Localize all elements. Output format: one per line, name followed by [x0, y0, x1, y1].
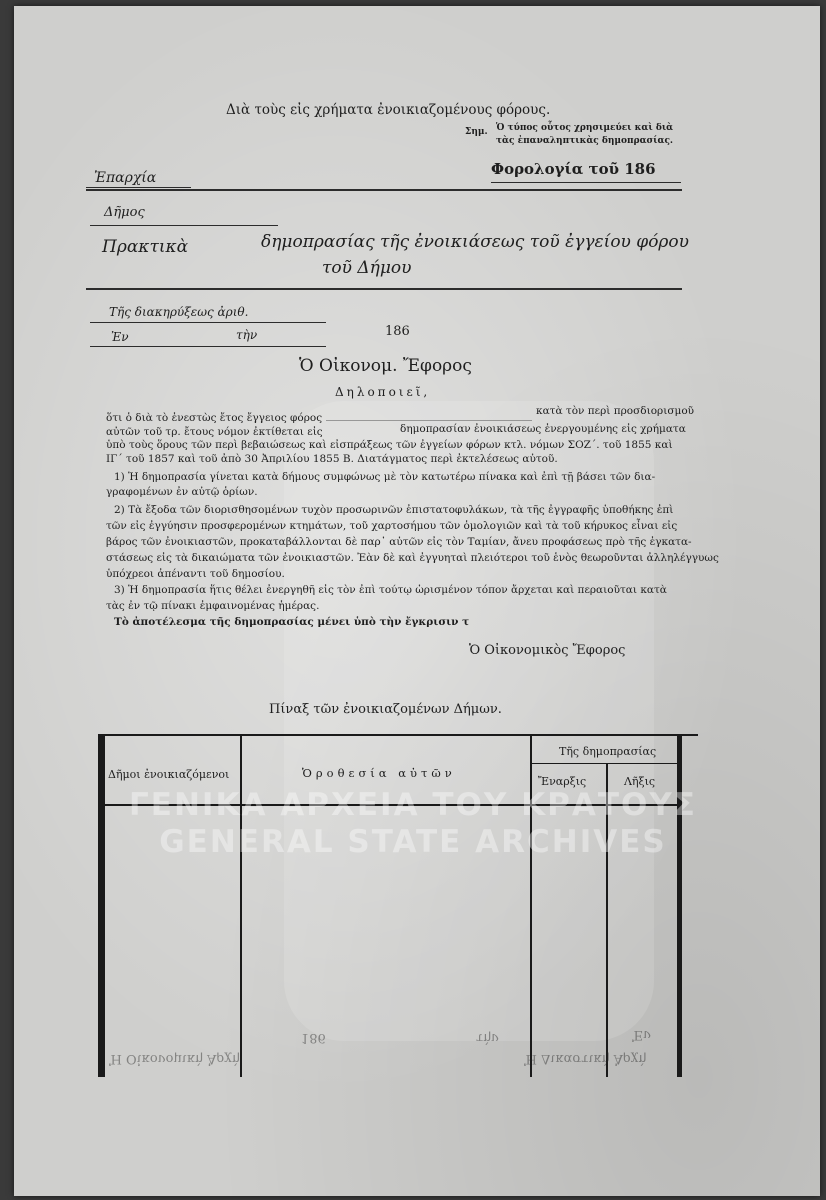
forologia-rule — [491, 182, 681, 183]
p1-blank-rule-1 — [326, 420, 532, 421]
watermark-english: GENERAL STATE ARCHIVES — [159, 824, 667, 860]
signature-title: Ὁ Οἰκονομικὸς Ἔφορος — [469, 643, 626, 658]
table-header-lixis: Λῆξις — [624, 775, 656, 788]
p3-line1: 2) Τὰ ἔξοδα τῶν διορισθησομένων τυχὸν προσωρινῶν ἐπιστατοφυλάκων, τὰ τῆς ἐγγραφῆς ὑποθήκης ἐπὶ — [114, 504, 674, 516]
forologia-label: Φορολογία τοῦ 186 — [491, 160, 656, 178]
p1-line2-right: δημοπρασίαν ἐνοικιάσεως ἐνεργουμένης εἰς χρήματα — [400, 423, 686, 435]
praktika-title-line2: τοῦ Δήμου — [322, 258, 412, 278]
announcement-dilopoiei: Δηλοποιεῖ, — [335, 385, 431, 399]
p3-line5: ὑπόχρεοι ἀπέναντι τοῦ δημοσίου. — [106, 568, 285, 580]
table-header-dimoprasias: Τῆς δημοπρασίας — [559, 745, 657, 758]
table-subheader-rule — [530, 763, 678, 764]
table-top-border — [98, 734, 698, 736]
praktika-label: Πρακτικὰ — [102, 237, 189, 257]
showthrough-tin: τὴν — [476, 1030, 499, 1045]
archive-stamp-watermark — [284, 401, 657, 1041]
eparchia-label: Ἐπαρχία — [94, 170, 157, 186]
showthrough-oikonomiki-archi: Ἡ Οἰκονομικὴ Ἀρχὴ — [109, 1051, 240, 1066]
table-header-dimoi: Δῆμοι ἐνοικιαζόμενοι — [108, 768, 230, 781]
p2-line1: 1) Ἡ δημοπρασία γίνεται κατὰ δήμους συμφώνως μὲ τὸν κατωτέρω πίνακα καὶ ἐπὶ τῇ βάσει τῶν δια- — [114, 471, 656, 483]
table-header-orothesia: Ὁροθεσία αὐτῶν — [302, 766, 456, 780]
p2-line2: γραφομένων ἐν αὐτῷ ὁρίων. — [106, 486, 258, 498]
header-separator — [86, 189, 682, 191]
p1-line1-right: κατὰ τὸν περὶ προσδιορισμοῦ — [536, 405, 695, 417]
dimos-rule — [90, 225, 278, 226]
table-header-enarxis: Ἔναρξις — [538, 775, 587, 788]
p3-line4: στάσεως εἰς τὰ δικαιώματα τῶν ἐνοικιαστῶν. Ἐὰν δὲ καὶ ἐγγυηταὶ πλειότεροι τοῦ ἑνὸς θεωροῦνται ἀλληλέγγυως — [106, 552, 719, 564]
p1-line4: ΙΓ΄ τοῦ 1857 καὶ τοῦ ἀπὸ 30 Ἀπριλίου 1855 Β. Διατάγματος περὶ ἐκτελέσεως αὐτοῦ. — [106, 453, 558, 465]
tin-label: τὴν — [236, 328, 258, 342]
dimos-label: Δῆμος — [104, 205, 145, 220]
p5-line: Τὸ ἀποτέλεσμα τῆς δημοπρασίας μένει ὑπὸ τὴν ἔγκρισιν τ — [114, 616, 470, 628]
praktika-title-line1: δημοπρασίας τῆς ἐνοικιάσεως τοῦ ἐγγείου φόρου — [261, 232, 689, 252]
header-note-line1: Ὁ τύπος οὗτος χρησιμεύει καὶ διὰ — [496, 123, 674, 133]
showthrough-year: 186 — [301, 1030, 326, 1045]
p1-line1-left: ὅτι ὁ διὰ τὸ ἐνεστὼς ἔτος ἔγγειος φόρος — [106, 412, 323, 424]
diakirykseos-label: Τῆς διακηρύξεως ἀριθ. — [109, 305, 249, 319]
praktika-rule — [86, 288, 682, 290]
header-title: Διὰ τοὺς εἰς χρήματα ἐνοικιαζομένους φόρους. — [226, 102, 551, 118]
en-rule — [90, 346, 326, 347]
announcement-heading: Ὁ Οἰκονομ. Ἔφορος — [299, 356, 472, 376]
en-label: Ἐν — [111, 330, 129, 344]
p1-line3: ὑπὸ τοὺς ὅρους τῶν περὶ βεβαιώσεως καὶ εἰσπράξεως τῶν ἐγγείων φόρων κτλ. νόμων ΣΟΖ΄. τοῦ 1855 καὶ — [106, 439, 673, 451]
showthrough-en: Ἐν — [632, 1027, 651, 1042]
document-page — [14, 6, 820, 1196]
p4-line2: τὰς ἐν τῷ πίνακι ἐμφαινομένας ἡμέρας. — [106, 600, 320, 612]
p3-line2: τῶν εἰς ἐγγύησιν προσφερομένων κτημάτων, τοῦ χαρτοσήμου τῶν ὁμολογιῶν καὶ τὰ τοῦ κήρυκος εἶναι εἰς — [106, 520, 678, 532]
eparchia-rule — [86, 187, 191, 188]
watermark-greek: ΓΕΝΙΚΑ ΑΡΧΕΙΑ ΤΟΥ ΚΡΑΤΟΥΣ — [129, 787, 697, 823]
p4-line1: 3) Ἡ δημοπρασία ἥτις θέλει ἐνεργηθῆ εἰς τὸν ἐπὶ τούτῳ ὡρισμένον τόπον ἄρχεται καὶ περαιοῦται κατὰ — [114, 584, 667, 596]
year-label: 186 — [385, 324, 410, 339]
table-title: Πίναξ τῶν ἐνοικιαζομένων Δήμων. — [269, 702, 502, 717]
p3-line3: βάρος τῶν ἐνοικιαστῶν, προκαταβάλλονται δὲ παρ᾽ αὐτῶν εἰς τὸν Ταμίαν, ἄνευ προφάσεως πρὸ τῆς ἐγκατα- — [106, 536, 692, 548]
p1-line2-left: αὐτῶν τοῦ τρ. ἔτους νόμον ἐκτίθεται εἰς — [106, 426, 323, 438]
header-note-prefix: Σημ. — [465, 127, 488, 137]
diakirykseos-rule — [90, 322, 326, 323]
header-note-line2: τὰς ἐπαναληπτικὰς δημοπρασίας. — [496, 136, 674, 146]
showthrough-dikastiki-archi: Ἡ Δικαστικὴ Ἀρχὴ — [524, 1051, 647, 1066]
table-left-border — [98, 734, 105, 1077]
